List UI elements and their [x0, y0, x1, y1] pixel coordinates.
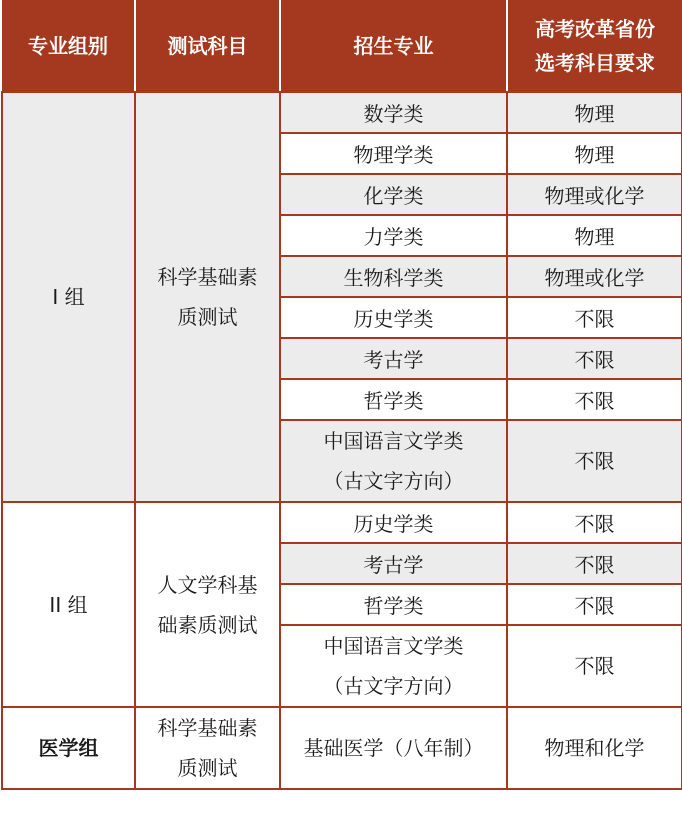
major-cell: 哲学类: [280, 584, 507, 625]
requirement-cell: 物理和化学: [507, 707, 682, 789]
requirement-cell: 物理或化学: [507, 256, 682, 297]
major-cell: [280, 625, 507, 707]
header-test: 测试科目: [135, 0, 280, 92]
requirement-cell: 不限: [507, 420, 682, 502]
test-subject: [135, 92, 280, 502]
test-subject-line1: 人文学科基: [157, 572, 258, 597]
major-line2: （古文字方向）: [323, 469, 464, 493]
major-line1: 中国语言文学类: [323, 429, 464, 453]
requirement-cell: 不限: [507, 625, 682, 707]
group-name: I 组: [2, 92, 135, 502]
major-cell: 力学类: [280, 215, 507, 256]
requirement-cell: 不限: [507, 297, 682, 338]
major-cell: 考古学: [280, 543, 507, 584]
header-requirement-line2: 选考科目要求: [535, 50, 655, 75]
requirement-cell: 物理: [507, 133, 682, 174]
test-subject: [135, 707, 280, 789]
major-line2: （古文字方向）: [323, 674, 464, 698]
table-row: [2, 92, 682, 133]
requirement-cell: 不限: [507, 379, 682, 420]
major-cell: 哲学类: [280, 379, 507, 420]
major-line1: 中国语言文学类: [323, 634, 464, 658]
requirement-cell: 不限: [507, 338, 682, 379]
test-subject-line2: 础素质测试: [157, 612, 258, 637]
major-cell: 生物科学类: [280, 256, 507, 297]
table-row: [2, 502, 682, 543]
requirement-cell: 不限: [507, 543, 682, 584]
test-subject-line2: 质测试: [177, 756, 238, 780]
major-cell: 化学类: [280, 174, 507, 215]
major-cell: 历史学类: [280, 502, 507, 543]
major-cell: 历史学类: [280, 297, 507, 338]
test-subject: [135, 502, 280, 707]
major-cell: 基础医学（八年制）: [280, 707, 507, 789]
requirement-cell: 物理: [507, 92, 682, 133]
requirement-cell: 物理或化学: [507, 174, 682, 215]
header-requirement-line1: 高考改革省份: [535, 16, 655, 41]
test-subject-line1: 科学基础素: [157, 265, 258, 289]
major-cell: 物理学类: [280, 133, 507, 174]
major-cell: 数学类: [280, 92, 507, 133]
test-subject-line2: 质测试: [177, 305, 238, 329]
header-group: 专业组别: [2, 0, 135, 92]
header-major: 招生专业: [280, 0, 507, 92]
major-cell: 考古学: [280, 338, 507, 379]
group-name: 医学组: [2, 707, 135, 789]
table-row: [2, 707, 682, 789]
group-name: II 组: [2, 502, 135, 707]
major-cell: [280, 420, 507, 502]
header-row: [2, 0, 682, 92]
requirement-cell: 不限: [507, 502, 682, 543]
test-subject-line1: 科学基础素: [157, 716, 258, 740]
header-requirement: [507, 0, 682, 92]
requirement-cell: 不限: [507, 584, 682, 625]
admission-table: [1, 0, 682, 790]
requirement-cell: 物理: [507, 215, 682, 256]
